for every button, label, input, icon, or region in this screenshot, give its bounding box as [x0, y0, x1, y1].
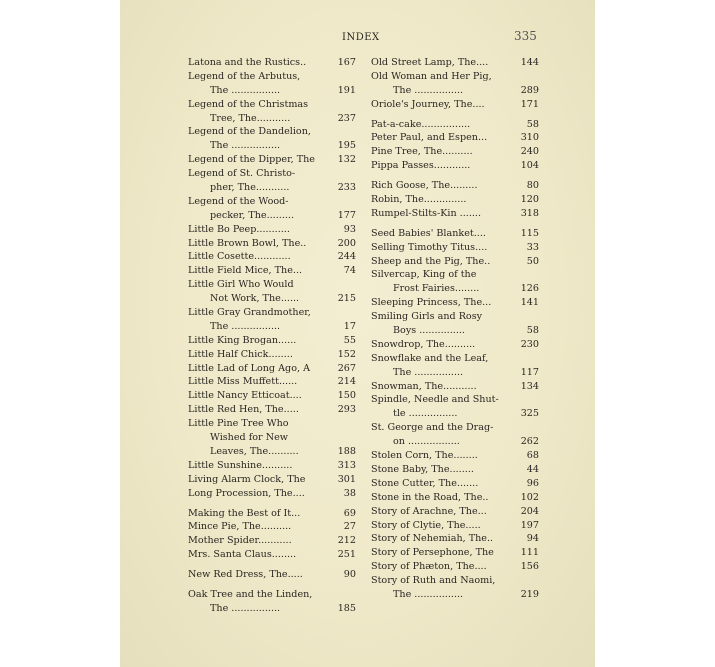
- index-entry: [188, 507, 356, 521]
- entry-text: Story of Persephone, The: [371, 547, 494, 559]
- entry-title-line: [188, 334, 356, 348]
- entry-page-number: 195: [337, 140, 356, 152]
- index-entry: [371, 463, 539, 477]
- entry-text: Little King Brogan......: [188, 334, 297, 346]
- entry-text: Legend of the Christmas: [188, 98, 309, 110]
- entry-page-number: 215: [337, 293, 356, 305]
- entry-text: Story of Nehemiah, The..: [371, 533, 494, 545]
- entry-title-line: [188, 588, 356, 602]
- entry-text: Pine Tree, The..........: [371, 146, 473, 158]
- entry-page-number: 219: [520, 588, 539, 600]
- entry-page-number: 152: [337, 348, 356, 360]
- entry-text: Spindle, Needle and Shut-: [371, 394, 499, 406]
- entry-text: Mother Spider...........: [188, 535, 292, 547]
- entry-continuation-line: [188, 112, 356, 126]
- entry-text: Peter Paul, and Espen...: [371, 132, 488, 144]
- index-entry: [188, 534, 356, 548]
- entry-continuation-line: [371, 282, 539, 296]
- entry-page-number: 141: [520, 297, 539, 309]
- entry-page-number: 144: [520, 57, 539, 68]
- index-entry: [371, 380, 539, 394]
- entry-title-line: [188, 568, 356, 582]
- entry-text: Mince Pie, The..........: [188, 521, 292, 533]
- index-entry: [371, 56, 539, 70]
- index-entry: [371, 98, 539, 112]
- entry-page-number: 94: [526, 533, 539, 545]
- entry-title-line: [371, 532, 539, 546]
- index-entry: [371, 118, 539, 132]
- entry-title-line: [371, 179, 539, 193]
- entry-title-line: [371, 477, 539, 491]
- index-entry: [188, 223, 356, 237]
- entry-page-number: 318: [520, 207, 539, 219]
- entry-title-line: [371, 352, 539, 366]
- entry-text: pecker, The.........: [210, 209, 295, 221]
- entry-page-number: 188: [337, 445, 356, 457]
- entry-continuation-line: [371, 84, 539, 98]
- entry-continuation-line: [371, 366, 539, 380]
- entry-text: Pippa Passes............: [371, 160, 471, 172]
- entry-text: Snowflake and the Leaf,: [371, 352, 489, 364]
- entry-page-number: 50: [526, 255, 539, 267]
- entry-text: Little Girl Who Would: [188, 279, 294, 291]
- entry-title-line: [371, 207, 539, 221]
- entry-text: Little Brown Bowl, The..: [188, 237, 307, 249]
- index-entry: [371, 70, 539, 98]
- entry-title-line: [371, 131, 539, 145]
- entry-text: Smiling Girls and Rosy: [371, 311, 483, 323]
- running-header: INDEX: [342, 32, 380, 43]
- index-entry: [371, 546, 539, 560]
- entry-page-number: 293: [337, 404, 356, 416]
- index-entry: [371, 393, 539, 421]
- entry-title-line: [188, 278, 356, 292]
- entry-title-line: [188, 56, 356, 70]
- entry-title-line: [188, 389, 356, 403]
- index-entry: [371, 338, 539, 352]
- entry-page-number: 289: [520, 84, 539, 96]
- entry-page-number: 111: [520, 547, 539, 559]
- entry-title-line: [188, 520, 356, 534]
- entry-text: Story of Ruth and Naomi,: [371, 575, 496, 587]
- entry-continuation-line: [188, 292, 356, 306]
- entry-text: Little Field Mice, The...: [188, 265, 303, 277]
- entry-page-number: 38: [343, 487, 356, 499]
- index-entry: [188, 548, 356, 562]
- entry-title-line: [371, 255, 539, 269]
- entry-page-number: 134: [520, 380, 539, 392]
- entry-text: Selling Timothy Titus....: [371, 241, 488, 253]
- entry-page-number: 120: [520, 194, 539, 206]
- entry-page-number: 233: [337, 182, 356, 194]
- entry-page-number: 126: [520, 283, 539, 295]
- entry-continuation-line: [188, 84, 356, 98]
- index-entry: [371, 505, 539, 519]
- entry-title-line: [188, 487, 356, 501]
- entry-text: Rumpel-Stilts-Kin .......: [371, 207, 482, 219]
- entry-text: Snowdrop, The..........: [371, 338, 476, 350]
- entry-title-line: [371, 491, 539, 505]
- entry-text: Long Procession, The....: [188, 487, 305, 499]
- entry-page-number: 251: [337, 549, 356, 561]
- entry-title-line: [188, 348, 356, 362]
- entry-text: Robin, The..............: [371, 194, 467, 206]
- entry-text: on .................: [393, 436, 460, 448]
- entry-text: Not Work, The......: [210, 293, 300, 305]
- entry-title-line: [371, 193, 539, 207]
- index-entry: [188, 487, 356, 501]
- entry-page-number: 214: [337, 376, 356, 388]
- entry-text: The ................: [210, 84, 281, 96]
- entry-text: Latona and the Rustics..: [188, 57, 307, 68]
- entry-title-line: [188, 237, 356, 251]
- entry-text: Rich Goose, The.........: [371, 180, 478, 192]
- entry-title-line: [371, 449, 539, 463]
- entry-title-line: [188, 195, 356, 209]
- entry-page-number: 200: [337, 237, 356, 249]
- entry-text: Wished for New: [210, 432, 288, 444]
- index-entry: [188, 167, 356, 195]
- entry-text: Old Woman and Her Pig,: [371, 70, 492, 82]
- entry-text: Little Miss Muffett......: [188, 376, 298, 388]
- entry-text: Little Pine Tree Who: [188, 418, 289, 430]
- entry-continuation-line: [188, 320, 356, 334]
- entry-title-line: [371, 421, 539, 435]
- entry-text: The ................: [210, 140, 281, 152]
- index-entry: [188, 56, 356, 70]
- index-entry: [188, 375, 356, 389]
- entry-page-number: 240: [520, 146, 539, 158]
- index-entry: [371, 241, 539, 255]
- entry-page-number: 237: [337, 112, 356, 124]
- entry-page-number: 156: [520, 561, 539, 573]
- entry-page-number: 230: [520, 338, 539, 350]
- entry-title-line: [371, 241, 539, 255]
- index-entry: [371, 268, 539, 296]
- entry-page-number: 197: [520, 519, 539, 531]
- entry-page-number: 55: [343, 334, 356, 346]
- entry-title-line: [371, 338, 539, 352]
- entry-page-number: 115: [520, 227, 539, 239]
- entry-text: Mrs. Santa Claus........: [188, 549, 297, 561]
- index-entry: [188, 588, 356, 616]
- entry-text: Little Gray Grandmother,: [188, 307, 311, 319]
- entry-text: Sleeping Princess, The...: [371, 297, 492, 309]
- index-entry: [371, 255, 539, 269]
- entry-page-number: 27: [343, 521, 356, 533]
- entry-text: Little Bo Peep...........: [188, 223, 290, 235]
- entry-page-number: 104: [520, 160, 539, 172]
- entry-text: Stolen Corn, The........: [371, 450, 478, 462]
- entry-text: The ................: [393, 588, 464, 600]
- entry-page-number: 262: [520, 436, 539, 448]
- index-entry: [371, 131, 539, 145]
- entry-title-line: [371, 380, 539, 394]
- entry-page-number: 44: [526, 463, 539, 475]
- entry-title-line: [371, 118, 539, 132]
- index-entry: [188, 195, 356, 223]
- entry-title-line: [371, 560, 539, 574]
- index-entry: [371, 449, 539, 463]
- entry-text: Old Street Lamp, The....: [371, 57, 489, 68]
- entry-text: Little Sunshine..........: [188, 459, 293, 471]
- index-entry: [188, 459, 356, 473]
- page-number: 335: [514, 29, 537, 43]
- entry-text: Little Cosette............: [188, 251, 291, 263]
- entry-text: Legend of the Wood-: [188, 195, 289, 207]
- index-column-left: [188, 56, 356, 616]
- index-entry: [371, 532, 539, 546]
- entry-page-number: 150: [337, 390, 356, 402]
- entry-page-number: 132: [337, 154, 356, 166]
- index-entry: [188, 278, 356, 306]
- entry-title-line: [188, 70, 356, 84]
- index-entry: [188, 125, 356, 153]
- entry-page-number: 325: [520, 408, 539, 420]
- entry-text: Story of Phæton, The....: [371, 561, 487, 573]
- entry-page-number: 17: [343, 320, 356, 332]
- entry-page-number: 80: [526, 180, 539, 192]
- entry-title-line: [371, 159, 539, 173]
- entry-continuation-line: [188, 445, 356, 459]
- entry-continuation-line: [371, 324, 539, 338]
- index-entry: [188, 473, 356, 487]
- entry-page-number: 68: [526, 450, 539, 462]
- entry-page-number: 204: [520, 505, 539, 517]
- index-entry: [188, 306, 356, 334]
- entry-text: Leaves, The..........: [210, 445, 299, 457]
- index-entry: [188, 568, 356, 582]
- entry-title-line: [188, 507, 356, 521]
- entry-page-number: 267: [337, 362, 356, 374]
- entry-continuation-line: [188, 431, 356, 445]
- entry-title-line: [371, 574, 539, 588]
- entry-text: Oriole's Journey, The....: [371, 98, 485, 110]
- entry-text: Seed Babies' Blanket....: [371, 227, 486, 239]
- entry-page-number: 171: [520, 98, 539, 110]
- entry-title-line: [371, 505, 539, 519]
- entry-title-line: [371, 296, 539, 310]
- index-entry: [371, 421, 539, 449]
- entry-text: Sheep and the Pig, The..: [371, 255, 491, 267]
- entry-page-number: 93: [343, 223, 356, 235]
- index-entry: [371, 310, 539, 338]
- entry-text: Stone Baby, The........: [371, 463, 474, 475]
- entry-title-line: [371, 310, 539, 324]
- entry-title-line: [188, 403, 356, 417]
- entry-text: Little Red Hen, The.....: [188, 404, 299, 416]
- index-entry: [188, 237, 356, 251]
- entry-title-line: [188, 473, 356, 487]
- entry-title-line: [188, 223, 356, 237]
- index-entry: [188, 389, 356, 403]
- entry-title-line: [371, 98, 539, 112]
- entry-page-number: 117: [520, 366, 539, 378]
- entry-text: Living Alarm Clock, The: [188, 473, 306, 485]
- entry-text: Stone in the Road, The..: [371, 491, 489, 503]
- entry-title-line: [188, 459, 356, 473]
- entry-title-line: [188, 167, 356, 181]
- index-entry: [188, 334, 356, 348]
- entry-title-line: [188, 264, 356, 278]
- entry-title-line: [188, 375, 356, 389]
- index-entry: [188, 98, 356, 126]
- entry-page-number: 191: [337, 84, 356, 96]
- index-entry: [188, 403, 356, 417]
- entry-page-number: 74: [343, 265, 356, 277]
- entry-text: Little Nancy Etticoat....: [188, 390, 302, 402]
- entry-text: Little Half Chick........: [188, 348, 293, 360]
- index-entry: [371, 179, 539, 193]
- entry-page-number: 177: [337, 209, 356, 221]
- index-entry: [371, 352, 539, 380]
- entry-title-line: [188, 548, 356, 562]
- index-entry: [371, 145, 539, 159]
- index-entry: [371, 193, 539, 207]
- entry-text: pher, The...........: [210, 182, 290, 194]
- entry-continuation-line: [371, 435, 539, 449]
- entry-text: Story of Clytie, The.....: [371, 519, 481, 531]
- entry-page-number: 102: [520, 491, 539, 503]
- entry-title-line: [188, 534, 356, 548]
- entry-page-number: 90: [343, 569, 356, 581]
- entry-title-line: [371, 268, 539, 282]
- entry-page-number: 96: [526, 477, 539, 489]
- entry-continuation-line: [188, 209, 356, 223]
- entry-page-number: 69: [343, 507, 356, 519]
- index-entry: [371, 227, 539, 241]
- entry-page-number: 313: [337, 459, 356, 471]
- entry-text: Tree, The...........: [210, 112, 291, 124]
- entry-text: Oak Tree and the Linden,: [188, 588, 313, 600]
- entry-title-line: [371, 519, 539, 533]
- entry-text: New Red Dress, The.....: [188, 569, 303, 581]
- entry-page-number: 33: [526, 241, 539, 253]
- entry-title-line: [371, 463, 539, 477]
- index-entry: [188, 250, 356, 264]
- entry-text: Pat-a-cake................: [371, 118, 471, 130]
- entry-page-number: 244: [337, 251, 356, 263]
- entry-text: Legend of the Arbutus,: [188, 70, 301, 82]
- entry-text: Story of Arachne, The...: [371, 505, 487, 517]
- index-entry: [371, 491, 539, 505]
- entry-title-line: [371, 70, 539, 84]
- entry-title-line: [371, 145, 539, 159]
- entry-text: Snowman, The...........: [371, 380, 477, 392]
- entry-text: Little Lad of Long Ago, A: [188, 362, 310, 374]
- index-entry: [188, 362, 356, 376]
- index-entry: [188, 70, 356, 98]
- entry-page-number: 185: [337, 602, 356, 614]
- entry-continuation-line: [188, 181, 356, 195]
- entry-title-line: [371, 227, 539, 241]
- entry-page-number: 310: [520, 132, 539, 144]
- index-entry: [188, 348, 356, 362]
- index-entry: [371, 159, 539, 173]
- entry-title-line: [188, 250, 356, 264]
- entry-continuation-line: [188, 602, 356, 616]
- entry-text: Silvercap, King of the: [371, 269, 477, 281]
- entry-title-line: [371, 546, 539, 560]
- index-entry: [188, 520, 356, 534]
- entry-text: The ................: [393, 84, 464, 96]
- index-entry: [188, 264, 356, 278]
- entry-text: Stone Cutter, The.......: [371, 477, 479, 489]
- index-entry: [188, 417, 356, 459]
- entry-text: Making the Best of It...: [188, 507, 301, 519]
- entry-page-number: 301: [337, 473, 356, 485]
- entry-title-line: [188, 306, 356, 320]
- entry-text: The ................: [210, 320, 281, 332]
- entry-text: tle ................: [393, 408, 458, 420]
- entry-text: Legend of the Dandelion,: [188, 126, 311, 138]
- entry-title-line: [188, 362, 356, 376]
- entry-title-line: [188, 98, 356, 112]
- entry-continuation-line: [188, 139, 356, 153]
- entry-title-line: [371, 56, 539, 70]
- index-entry: [371, 574, 539, 602]
- entry-text: Legend of St. Christo-: [188, 168, 296, 180]
- entry-text: The ................: [210, 602, 281, 614]
- index-entry: [371, 207, 539, 221]
- entry-text: Frost Fairies........: [393, 283, 480, 295]
- entry-text: St. George and the Drag-: [371, 422, 494, 434]
- entry-title-line: [188, 417, 356, 431]
- entry-continuation-line: [371, 588, 539, 602]
- entry-text: The ................: [393, 366, 464, 378]
- entry-title-line: [188, 125, 356, 139]
- index-entry: [371, 477, 539, 491]
- entry-page-number: 212: [337, 535, 356, 547]
- index-entry: [188, 153, 356, 167]
- index-entry: [371, 519, 539, 533]
- entry-continuation-line: [371, 407, 539, 421]
- index-entry: [371, 560, 539, 574]
- entry-page-number: 167: [337, 57, 356, 68]
- index-column-right: [371, 56, 539, 602]
- entry-text: Boys ...............: [393, 325, 465, 337]
- entry-title-line: [371, 393, 539, 407]
- index-entry: [371, 296, 539, 310]
- entry-title-line: [188, 153, 356, 167]
- entry-page-number: 58: [526, 118, 539, 130]
- entry-text: Legend of the Dipper, The: [188, 154, 315, 166]
- book-page: [120, 0, 595, 667]
- entry-page-number: 58: [526, 325, 539, 337]
